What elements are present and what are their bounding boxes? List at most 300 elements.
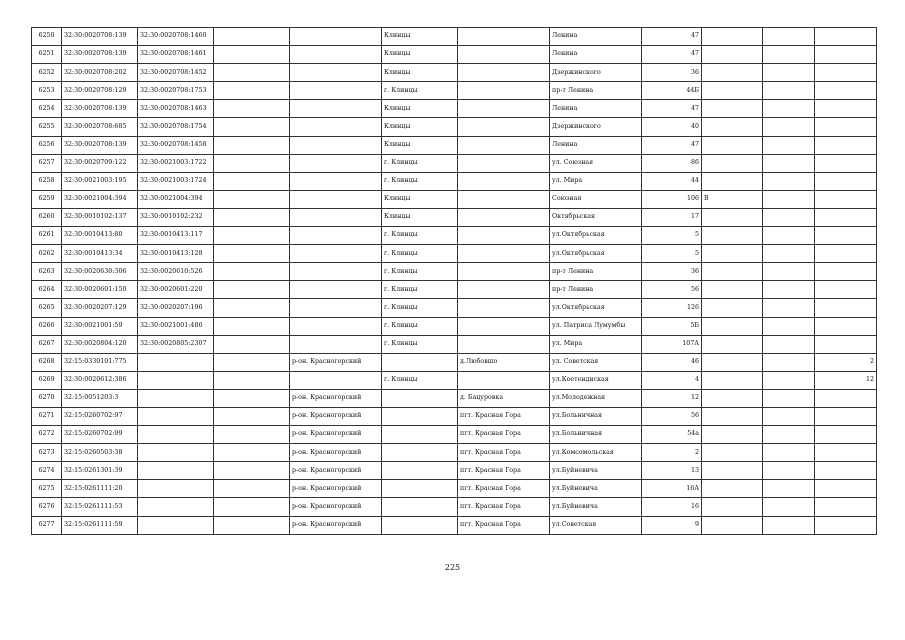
settlement-cell	[458, 227, 550, 245]
parcel-cadastral-number-cell: 32:30:0020804:120	[62, 335, 138, 353]
row-number-cell: 6252	[32, 64, 62, 82]
parcel-cadastral-number-cell: 32:30:0010413:80	[62, 227, 138, 245]
street-cell: ул. Мира	[550, 172, 642, 190]
house-number-cell: 9	[642, 516, 702, 534]
object-cadastral-number-cell: 32:30:0020708:1463	[138, 100, 214, 118]
parcel-cadastral-number-cell: 32:30:0020207:129	[62, 299, 138, 317]
house-number-cell: 5	[642, 245, 702, 263]
settlement-cell	[458, 371, 550, 389]
apartment-number-cell	[815, 516, 877, 534]
apartment-number-cell	[815, 263, 877, 281]
house-number-cell: 40	[642, 118, 702, 136]
parcel-cadastral-number-cell: 32:15:0261111:20	[62, 480, 138, 498]
row-number-cell: 6259	[32, 190, 62, 208]
row-number-cell: 6275	[32, 480, 62, 498]
district-cell	[290, 245, 382, 263]
empty-cell	[763, 335, 815, 353]
building-letter-cell	[702, 263, 763, 281]
street-cell: пр-т Ленина	[550, 263, 642, 281]
apartment-number-cell	[815, 389, 877, 407]
object-cadastral-number-cell: 32:30:0020708:1452	[138, 64, 214, 82]
city-cell	[382, 407, 458, 425]
table-row	[32, 444, 877, 462]
building-letter-cell	[702, 371, 763, 389]
parcel-cadastral-number-cell: 32:30:0021004:394	[62, 190, 138, 208]
district-cell	[290, 299, 382, 317]
table-row	[32, 281, 877, 299]
table-row	[32, 82, 877, 100]
building-letter-cell	[702, 64, 763, 82]
city-cell: г. Клинцы	[382, 335, 458, 353]
table-row	[32, 317, 877, 335]
house-number-cell: 47	[642, 136, 702, 154]
empty-cell	[214, 100, 290, 118]
parcel-cadastral-number-cell: 32:15:0330101:775	[62, 353, 138, 371]
empty-cell	[763, 516, 815, 534]
street-cell: ул.Комсомольская	[550, 444, 642, 462]
district-cell: р-он. Красногорский	[290, 444, 382, 462]
street-cell: Ленина	[550, 136, 642, 154]
empty-cell	[763, 426, 815, 444]
row-number-cell: 6273	[32, 444, 62, 462]
city-cell: Клинцы	[382, 28, 458, 46]
table-row	[32, 100, 877, 118]
apartment-number-cell	[815, 426, 877, 444]
object-cadastral-number-cell: 32:30:0020610:526	[138, 263, 214, 281]
street-cell: ул.Октябрьская	[550, 299, 642, 317]
house-number-cell: 107А	[642, 335, 702, 353]
empty-cell	[763, 263, 815, 281]
empty-cell	[214, 299, 290, 317]
building-letter-cell	[702, 516, 763, 534]
parcel-cadastral-number-cell: 32:30:0020708:139	[62, 46, 138, 64]
building-letter-cell	[702, 353, 763, 371]
object-cadastral-number-cell	[138, 407, 214, 425]
table-row	[32, 299, 877, 317]
empty-cell	[763, 208, 815, 226]
empty-cell	[214, 407, 290, 425]
settlement-cell: пгт. Красная Гора	[458, 498, 550, 516]
apartment-number-cell	[815, 154, 877, 172]
empty-cell	[763, 172, 815, 190]
row-number-cell: 6272	[32, 426, 62, 444]
empty-cell	[214, 227, 290, 245]
city-cell: г. Клинцы	[382, 227, 458, 245]
house-number-cell: 54а	[642, 426, 702, 444]
settlement-cell	[458, 46, 550, 64]
object-cadastral-number-cell: 32:30:0021004:394	[138, 190, 214, 208]
city-cell	[382, 498, 458, 516]
settlement-cell	[458, 136, 550, 154]
district-cell	[290, 46, 382, 64]
city-cell: Клинцы	[382, 208, 458, 226]
object-cadastral-number-cell: 32:30:0021003:1722	[138, 154, 214, 172]
table-row	[32, 227, 877, 245]
row-number-cell: 6260	[32, 208, 62, 226]
district-cell	[290, 317, 382, 335]
empty-cell	[214, 353, 290, 371]
building-letter-cell	[702, 28, 763, 46]
settlement-cell	[458, 245, 550, 263]
district-cell	[290, 100, 382, 118]
object-cadastral-number-cell: 32:30:0020601:220	[138, 281, 214, 299]
parcel-cadastral-number-cell: 32:15:0051203:3	[62, 389, 138, 407]
parcel-cadastral-number-cell: 32:15:0260702:99	[62, 426, 138, 444]
apartment-number-cell: 2	[815, 353, 877, 371]
settlement-cell	[458, 64, 550, 82]
apartment-number-cell	[815, 227, 877, 245]
street-cell: ул.Буйневича	[550, 480, 642, 498]
empty-cell	[214, 444, 290, 462]
empty-cell	[214, 516, 290, 534]
district-cell	[290, 263, 382, 281]
street-cell: ул. Советская	[550, 353, 642, 371]
table-row	[32, 462, 877, 480]
empty-cell	[763, 498, 815, 516]
parcel-cadastral-number-cell: 32:30:0020612:386	[62, 371, 138, 389]
settlement-cell	[458, 299, 550, 317]
empty-cell	[214, 172, 290, 190]
settlement-cell: д. Бацуровка	[458, 389, 550, 407]
city-cell: Клинцы	[382, 100, 458, 118]
apartment-number-cell	[815, 444, 877, 462]
row-number-cell: 6271	[32, 407, 62, 425]
street-cell: ул. Союзная	[550, 154, 642, 172]
settlement-cell	[458, 154, 550, 172]
settlement-cell	[458, 208, 550, 226]
empty-cell	[763, 154, 815, 172]
table-row	[32, 263, 877, 281]
empty-cell	[214, 245, 290, 263]
house-number-cell: 56	[642, 407, 702, 425]
object-cadastral-number-cell: 32:30:0020708:1754	[138, 118, 214, 136]
house-number-cell: 47	[642, 28, 702, 46]
district-cell: р-он. Красногорский	[290, 407, 382, 425]
street-cell: Ленина	[550, 46, 642, 64]
house-number-cell: 36	[642, 263, 702, 281]
city-cell: г. Клинцы	[382, 299, 458, 317]
city-cell	[382, 444, 458, 462]
street-cell: ул.Советская	[550, 516, 642, 534]
house-number-cell: 16А	[642, 480, 702, 498]
city-cell: Клинцы	[382, 64, 458, 82]
empty-cell	[214, 208, 290, 226]
object-cadastral-number-cell: 32:30:0010102:232	[138, 208, 214, 226]
building-letter-cell	[702, 245, 763, 263]
parcel-cadastral-number-cell: 32:30:0020708:202	[62, 64, 138, 82]
street-cell: Ленина	[550, 28, 642, 46]
building-letter-cell	[702, 335, 763, 353]
empty-cell	[763, 82, 815, 100]
building-letter-cell	[702, 46, 763, 64]
row-number-cell: 6269	[32, 371, 62, 389]
empty-cell	[214, 371, 290, 389]
object-cadastral-number-cell	[138, 444, 214, 462]
object-cadastral-number-cell	[138, 498, 214, 516]
district-cell	[290, 335, 382, 353]
apartment-number-cell	[815, 462, 877, 480]
apartment-number-cell	[815, 82, 877, 100]
table-row	[32, 118, 877, 136]
empty-cell	[763, 353, 815, 371]
object-cadastral-number-cell	[138, 353, 214, 371]
street-cell: ул.Молодежная	[550, 389, 642, 407]
building-letter-cell	[702, 100, 763, 118]
house-number-cell: 56	[642, 281, 702, 299]
empty-cell	[763, 317, 815, 335]
city-cell: Клинцы	[382, 136, 458, 154]
empty-cell	[763, 444, 815, 462]
house-number-cell: 16	[642, 498, 702, 516]
parcel-cadastral-number-cell: 32:30:0020601:150	[62, 281, 138, 299]
row-number-cell: 6258	[32, 172, 62, 190]
city-cell	[382, 389, 458, 407]
empty-cell	[763, 100, 815, 118]
house-number-cell: 44	[642, 172, 702, 190]
building-letter-cell	[702, 136, 763, 154]
district-cell	[290, 154, 382, 172]
city-cell: г. Клинцы	[382, 317, 458, 335]
city-cell: г. Клинцы	[382, 154, 458, 172]
empty-cell	[763, 118, 815, 136]
parcel-cadastral-number-cell: 32:30:0021003:195	[62, 172, 138, 190]
table-row	[32, 64, 877, 82]
building-letter-cell	[702, 426, 763, 444]
district-cell: р-он. Красногорский	[290, 426, 382, 444]
table-row	[32, 208, 877, 226]
street-cell: ул.Октябрьская	[550, 245, 642, 263]
row-number-cell: 6256	[32, 136, 62, 154]
apartment-number-cell	[815, 28, 877, 46]
district-cell: р-он. Красногорский	[290, 353, 382, 371]
city-cell: г. Клинцы	[382, 371, 458, 389]
city-cell: г. Клинцы	[382, 245, 458, 263]
row-number-cell: 6263	[32, 263, 62, 281]
row-number-cell: 6253	[32, 82, 62, 100]
object-cadastral-number-cell: 32:30:0010413:117	[138, 227, 214, 245]
table-row	[32, 371, 877, 389]
apartment-number-cell	[815, 245, 877, 263]
building-letter-cell	[702, 480, 763, 498]
row-number-cell: 6266	[32, 317, 62, 335]
parcel-cadastral-number-cell: 32:30:0021001:59	[62, 317, 138, 335]
object-cadastral-number-cell: 32:30:0021001:486	[138, 317, 214, 335]
table-row	[32, 407, 877, 425]
empty-cell	[763, 407, 815, 425]
apartment-number-cell	[815, 480, 877, 498]
object-cadastral-number-cell	[138, 462, 214, 480]
house-number-cell: 5	[642, 227, 702, 245]
row-number-cell: 6255	[32, 118, 62, 136]
district-cell	[290, 371, 382, 389]
settlement-cell: пгт. Красная Гора	[458, 480, 550, 498]
city-cell	[382, 353, 458, 371]
settlement-cell	[458, 100, 550, 118]
apartment-number-cell	[815, 407, 877, 425]
empty-cell	[763, 389, 815, 407]
house-number-cell: 17	[642, 208, 702, 226]
settlement-cell: д.Любовшо	[458, 353, 550, 371]
building-letter-cell	[702, 444, 763, 462]
city-cell	[382, 516, 458, 534]
building-letter-cell	[702, 317, 763, 335]
settlement-cell: пгт. Красная Гора	[458, 462, 550, 480]
object-cadastral-number-cell: 32:30:0020708:1753	[138, 82, 214, 100]
house-number-cell: 106	[642, 190, 702, 208]
building-letter-cell	[702, 498, 763, 516]
district-cell	[290, 172, 382, 190]
object-cadastral-number-cell	[138, 426, 214, 444]
district-cell	[290, 28, 382, 46]
table-row	[32, 516, 877, 534]
building-letter-cell	[702, 462, 763, 480]
street-cell: ул. Патриса Лумумбы	[550, 317, 642, 335]
empty-cell	[763, 299, 815, 317]
empty-cell	[763, 480, 815, 498]
row-number-cell: 6267	[32, 335, 62, 353]
house-number-cell: 86	[642, 154, 702, 172]
city-cell	[382, 426, 458, 444]
settlement-cell	[458, 118, 550, 136]
empty-cell	[214, 281, 290, 299]
street-cell: Октябрьская	[550, 208, 642, 226]
object-cadastral-number-cell	[138, 371, 214, 389]
settlement-cell	[458, 335, 550, 353]
parcel-cadastral-number-cell: 32:30:0020708:139	[62, 100, 138, 118]
row-number-cell: 6257	[32, 154, 62, 172]
parcel-cadastral-number-cell: 32:30:0020708:129	[62, 82, 138, 100]
house-number-cell: 44Б	[642, 82, 702, 100]
empty-cell	[214, 154, 290, 172]
empty-cell	[214, 190, 290, 208]
district-cell: р-он. Красногорский	[290, 516, 382, 534]
row-number-cell: 6254	[32, 100, 62, 118]
settlement-cell	[458, 190, 550, 208]
row-number-cell: 6274	[32, 462, 62, 480]
street-cell: Союзная	[550, 190, 642, 208]
building-letter-cell	[702, 407, 763, 425]
street-cell: ул.Буйневича	[550, 498, 642, 516]
empty-cell	[214, 64, 290, 82]
empty-cell	[214, 28, 290, 46]
street-cell: ул.Буйневича	[550, 462, 642, 480]
apartment-number-cell	[815, 100, 877, 118]
table-row	[32, 389, 877, 407]
row-number-cell: 6262	[32, 245, 62, 263]
street-cell: Дзержинского	[550, 118, 642, 136]
table-row	[32, 498, 877, 516]
object-cadastral-number-cell: 32:30:0021003:1724	[138, 172, 214, 190]
building-letter-cell	[702, 154, 763, 172]
settlement-cell	[458, 281, 550, 299]
house-number-cell: 2	[642, 444, 702, 462]
empty-cell	[214, 426, 290, 444]
settlement-cell: пгт. Красная Гора	[458, 444, 550, 462]
district-cell: р-он. Красногорский	[290, 462, 382, 480]
apartment-number-cell	[815, 172, 877, 190]
parcel-cadastral-number-cell: 32:30:0020708:139	[62, 136, 138, 154]
empty-cell	[214, 118, 290, 136]
table-row	[32, 136, 877, 154]
object-cadastral-number-cell	[138, 480, 214, 498]
parcel-cadastral-number-cell: 32:15:0260702:97	[62, 407, 138, 425]
apartment-number-cell	[815, 281, 877, 299]
building-letter-cell	[702, 389, 763, 407]
district-cell: р-он. Красногорский	[290, 389, 382, 407]
row-number-cell: 6261	[32, 227, 62, 245]
settlement-cell	[458, 172, 550, 190]
building-letter-cell	[702, 281, 763, 299]
settlement-cell: пгт. Красная Гора	[458, 516, 550, 534]
settlement-cell	[458, 28, 550, 46]
empty-cell	[763, 46, 815, 64]
apartment-number-cell	[815, 335, 877, 353]
house-number-cell: 47	[642, 46, 702, 64]
street-cell: ул.Коетендиская	[550, 371, 642, 389]
city-cell: г. Клинцы	[382, 263, 458, 281]
city-cell	[382, 480, 458, 498]
empty-cell	[763, 136, 815, 154]
city-cell: г. Клинцы	[382, 281, 458, 299]
house-number-cell: 13	[642, 462, 702, 480]
apartment-number-cell	[815, 46, 877, 64]
district-cell	[290, 227, 382, 245]
city-cell: Клинцы	[382, 190, 458, 208]
empty-cell	[214, 462, 290, 480]
row-number-cell: 6251	[32, 46, 62, 64]
table-row	[32, 426, 877, 444]
district-cell	[290, 208, 382, 226]
table-row	[32, 245, 877, 263]
empty-cell	[763, 64, 815, 82]
object-cadastral-number-cell: 32:30:0020708:1460	[138, 28, 214, 46]
empty-cell	[763, 28, 815, 46]
object-cadastral-number-cell	[138, 389, 214, 407]
empty-cell	[214, 480, 290, 498]
building-letter-cell	[702, 82, 763, 100]
city-cell: Клинцы	[382, 118, 458, 136]
district-cell	[290, 281, 382, 299]
building-letter-cell: В	[702, 190, 763, 208]
building-letter-cell	[702, 227, 763, 245]
street-cell: пр-т Ленина	[550, 82, 642, 100]
building-letter-cell	[702, 118, 763, 136]
building-letter-cell	[702, 299, 763, 317]
parcel-cadastral-number-cell: 32:30:0020630:306	[62, 263, 138, 281]
apartment-number-cell	[815, 64, 877, 82]
empty-cell	[214, 389, 290, 407]
row-number-cell: 6250	[32, 28, 62, 46]
house-number-cell: 36	[642, 64, 702, 82]
table-row	[32, 154, 877, 172]
parcel-cadastral-number-cell: 32:30:0010413:34	[62, 245, 138, 263]
empty-cell	[214, 82, 290, 100]
apartment-number-cell	[815, 190, 877, 208]
empty-cell	[214, 263, 290, 281]
empty-cell	[214, 136, 290, 154]
row-number-cell: 6264	[32, 281, 62, 299]
settlement-cell	[458, 82, 550, 100]
page-number: 225	[444, 563, 461, 572]
empty-cell	[763, 371, 815, 389]
parcel-cadastral-number-cell: 32:15:0260503:38	[62, 444, 138, 462]
street-cell: ул.Больничная	[550, 407, 642, 425]
house-number-cell: 126	[642, 299, 702, 317]
settlement-cell: пгт. Красная Гора	[458, 407, 550, 425]
district-cell: р-он. Красногорский	[290, 498, 382, 516]
apartment-number-cell: 12	[815, 371, 877, 389]
district-cell: р-он. Красногорский	[290, 480, 382, 498]
